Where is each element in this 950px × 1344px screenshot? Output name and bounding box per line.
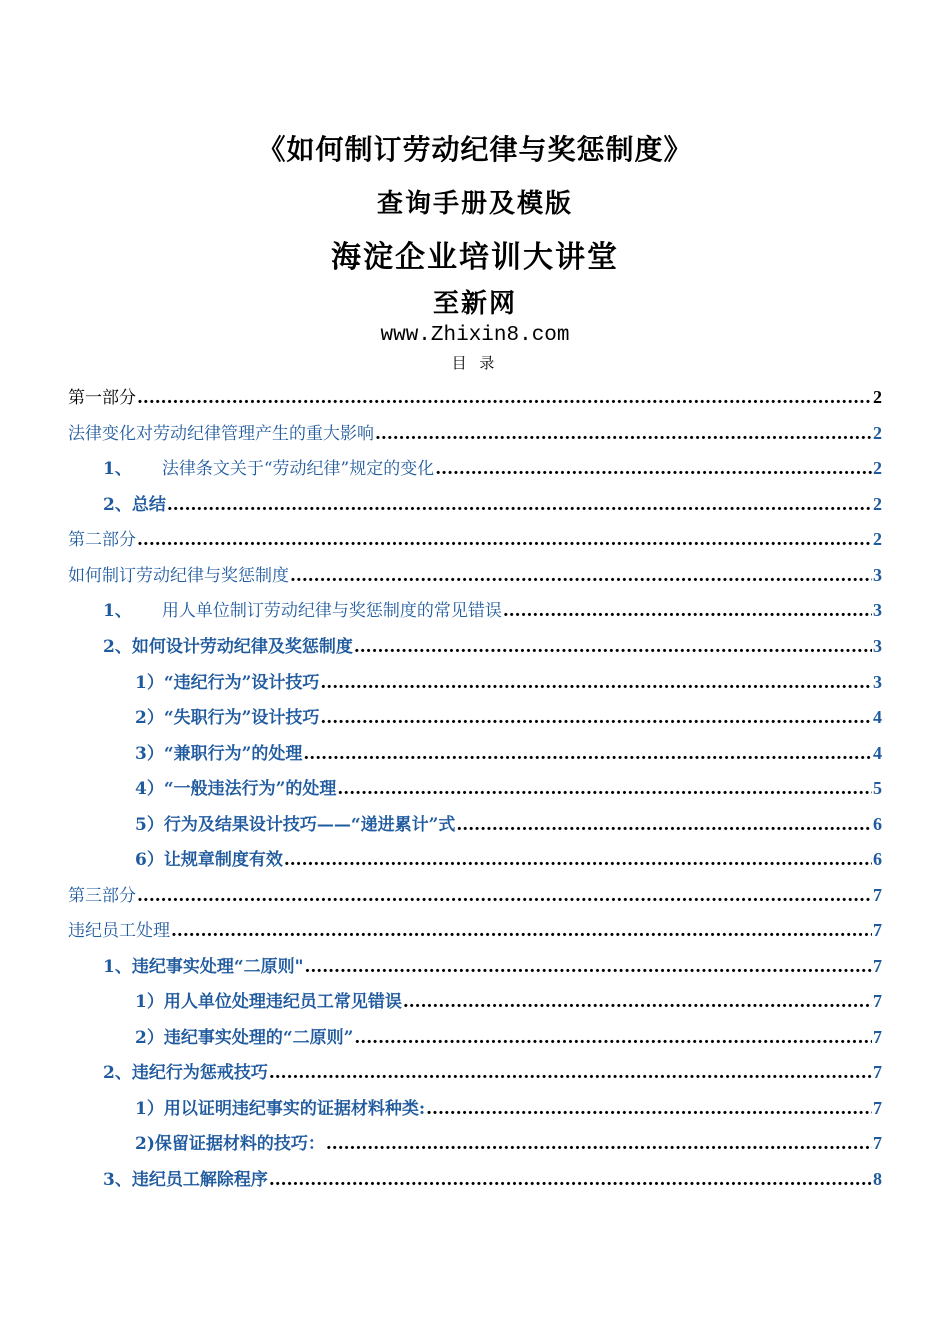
toc-entry-page: 6 <box>873 814 882 834</box>
toc-entry-label: 3、违纪员工解除程序 <box>103 1170 268 1190</box>
toc-entry-discipline-skills[interactable] <box>103 1058 882 1084</box>
toc-entry-evidence-types[interactable] <box>135 1094 882 1120</box>
toc-entry-evidence-skills[interactable] <box>135 1129 882 1155</box>
toc-leader-dots <box>269 1063 872 1083</box>
toc-entry-law-changes[interactable] <box>68 419 882 445</box>
toc-entry-label: 法律变化对劳动纪律管理产生的重大影响 <box>68 424 374 444</box>
toc-heading: 目 录 <box>451 354 499 372</box>
toc-leader-dots <box>320 708 872 728</box>
toc-entry-law-articles[interactable] <box>103 454 882 480</box>
toc-entry-page: 7 <box>873 920 882 940</box>
toc-leader-dots <box>303 744 872 764</box>
document-title: 《如何制订劳动纪律与奖惩制度》 <box>257 133 693 166</box>
toc-leader-dots <box>171 921 872 941</box>
toc-entry-label: 违纪员工处理 <box>68 921 170 941</box>
toc-entry-label: 2）“失职行为”设计技巧 <box>135 708 320 728</box>
toc-entry-label: 第三部分 <box>68 886 136 906</box>
toc-leader-dots <box>269 1170 872 1190</box>
toc-leader-dots <box>375 424 872 444</box>
toc-entry-label: 如何制订劳动纪律与奖惩制度 <box>68 566 289 586</box>
toc-leader-dots <box>284 850 872 870</box>
toc-entry-page: 7 <box>873 991 882 1011</box>
document-subtitle: 查询手册及模版 <box>376 189 573 219</box>
toc-entry-page: 4 <box>873 707 882 727</box>
toc-entry-label: 1）“违纪行为”设计技巧 <box>135 673 320 693</box>
toc-entry-label: 法律条文关于“劳动纪律”规定的变化 <box>161 459 435 479</box>
toc-entry-how-to-make[interactable] <box>68 561 882 587</box>
toc-entry-label: 1）用以证明违纪事实的证据材料种类: <box>135 1099 426 1119</box>
toc-entry-two-principles-detail[interactable] <box>135 1023 882 1049</box>
toc-entry-summary[interactable] <box>103 490 882 516</box>
toc-entry-how-to-design[interactable] <box>103 632 882 658</box>
toc-entry-page: 7 <box>873 1133 882 1153</box>
toc-leader-dots <box>167 495 872 515</box>
toc-entry-handling-errors[interactable] <box>135 987 882 1013</box>
toc-entry-page: 7 <box>873 1062 882 1082</box>
toc-leader-dots <box>137 886 872 906</box>
toc-entry-violation-design[interactable] <box>135 668 882 694</box>
toc-leader-dots <box>337 779 872 799</box>
toc-leader-dots <box>354 1028 872 1048</box>
toc-entry-label: 2)保留证据材料的技巧： <box>135 1134 325 1154</box>
toc-entry-page: 7 <box>873 1098 882 1118</box>
toc-leader-dots <box>137 388 872 408</box>
toc-leader-dots <box>426 1099 872 1119</box>
toc-entry-dismissal-procedure[interactable] <box>103 1165 882 1191</box>
toc-entry-label: 4）“一般违法行为”的处理 <box>135 779 337 799</box>
toc-entry-page: 7 <box>873 956 882 976</box>
toc-leader-dots <box>456 815 872 835</box>
toc-entry-page: 2 <box>873 423 882 443</box>
toc-leader-dots <box>320 673 872 693</box>
toc-entry-violator-handling[interactable] <box>68 916 882 942</box>
toc-entry-number: 1、 <box>103 459 132 479</box>
toc-leader-dots <box>326 1134 872 1154</box>
toc-leader-dots <box>435 459 872 479</box>
toc-entry-part2[interactable] <box>68 525 882 551</box>
site-name: 至新网 <box>432 289 517 319</box>
toc-entry-number: 1、 <box>103 601 132 621</box>
toc-entry-label: 5）行为及结果设计技巧——“递进累计”式 <box>135 815 456 835</box>
toc-entry-page: 2 <box>873 387 882 407</box>
toc-leader-dots <box>503 601 872 621</box>
toc-entry-two-principles[interactable] <box>103 952 882 978</box>
toc-entry-page: 3 <box>873 565 882 585</box>
toc-entry-label: 第二部分 <box>68 530 136 550</box>
toc-leader-dots <box>290 566 872 586</box>
toc-entry-negligence-design[interactable] <box>135 703 882 729</box>
toc-entry-label: 2、如何设计劳动纪律及奖惩制度 <box>103 637 353 657</box>
toc-entry-page: 8 <box>873 1169 882 1189</box>
toc-entry-page: 7 <box>873 1027 882 1047</box>
toc-entry-rules-effective[interactable] <box>135 845 882 871</box>
toc-leader-dots <box>403 992 872 1012</box>
toc-entry-common-errors[interactable] <box>103 596 882 622</box>
toc-entry-label: 第一部分 <box>68 388 136 408</box>
organizer-name: 海淀企业培训大讲堂 <box>331 240 619 275</box>
toc-entry-page: 7 <box>873 885 882 905</box>
toc-entry-page: 2 <box>873 529 882 549</box>
toc-entry-label: 2、违纪行为惩戒技巧 <box>103 1063 268 1083</box>
toc-entry-label: 2）违纪事实处理的“二原则” <box>135 1028 354 1048</box>
toc-leader-dots <box>137 530 872 550</box>
toc-entry-page: 2 <box>873 458 882 478</box>
toc-entry-page: 5 <box>873 778 882 798</box>
toc-entry-label: 1、违纪事实处理“二原则" <box>103 957 304 977</box>
toc-leader-dots <box>354 637 872 657</box>
toc-entry-label: 3）“兼职行为”的处理 <box>135 744 303 764</box>
toc-entry-label: 2、总结 <box>103 495 166 515</box>
toc-entry-parttime-handling[interactable] <box>135 739 882 765</box>
toc-entry-page: 2 <box>873 494 882 514</box>
toc-entry-illegal-handling[interactable] <box>135 774 882 800</box>
toc-entry-page: 3 <box>873 600 882 620</box>
toc-entry-progressive-design[interactable] <box>135 810 882 836</box>
toc-entry-label: 用人单位制订劳动纪律与奖惩制度的常见错误 <box>161 601 502 621</box>
toc-entry-label: 6）让规章制度有效 <box>135 850 283 870</box>
toc-entry-label: 1）用人单位处理违纪员工常见错误 <box>135 992 402 1012</box>
toc-entry-page: 3 <box>873 636 882 656</box>
toc-entry-page: 3 <box>873 672 882 692</box>
toc-leader-dots <box>304 957 872 977</box>
toc-entry-page: 4 <box>873 743 882 763</box>
toc-entry-part3[interactable] <box>68 881 882 907</box>
site-url[interactable]: www.Zhixin8.com <box>380 324 570 347</box>
toc-entry-page: 6 <box>873 849 882 869</box>
toc-entry-part1[interactable] <box>68 383 882 409</box>
